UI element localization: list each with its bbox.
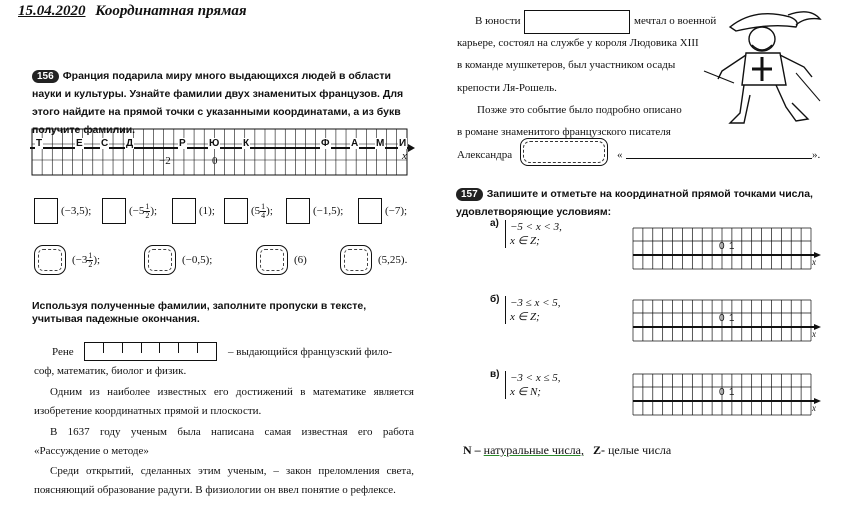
letter-cell[interactable]	[160, 343, 179, 353]
coordinate-label: (−3,5);	[61, 205, 92, 217]
answer-cell	[340, 245, 407, 275]
answer-cell	[286, 198, 343, 224]
answer-cell	[144, 245, 212, 275]
coordinate-label: (−3 $\frac{1}{2}$ );	[72, 250, 101, 269]
writer-name-wavy-box[interactable]	[520, 138, 608, 166]
letter-answer-box[interactable]	[34, 198, 58, 224]
coordinate-label: (−5 $\frac{1}{2}$ );	[129, 201, 158, 220]
number-line-letter: Т	[36, 138, 43, 149]
number-line-letter: А	[351, 138, 359, 149]
axis-x: x	[812, 257, 816, 267]
task-157-number-line-2[interactable]	[632, 299, 822, 343]
fill-instruction: Используя полученные фамилии, заполните пропуски в тексте, учитывая падежные окончания.	[32, 300, 367, 325]
story-l1a: В юности	[475, 15, 521, 27]
number-line-letter: К	[243, 138, 250, 149]
cond-b-system	[505, 296, 561, 324]
coordinate-label: (−0,5);	[182, 254, 213, 266]
letter-cell[interactable]	[104, 343, 123, 353]
axis-label-x: x	[402, 150, 407, 162]
tick-one: 1	[728, 241, 735, 252]
letter-answer-box[interactable]	[286, 198, 310, 224]
cond-c-label: в)	[490, 369, 500, 380]
note-z-text: целые числа	[608, 443, 672, 457]
number-line-letter: Р	[179, 138, 186, 149]
task-157-statement	[456, 184, 836, 220]
task-157-number-line-3[interactable]	[632, 373, 822, 417]
task-157-number-line-1[interactable]	[632, 227, 822, 271]
letter-answer-wavy-box[interactable]	[144, 245, 176, 275]
letter-answer-wavy-box[interactable]	[34, 245, 66, 275]
letter-answer-box[interactable]	[358, 198, 382, 224]
letter-answer-wavy-box[interactable]	[256, 245, 288, 275]
coordinate-label: (5,25).	[378, 254, 408, 266]
story-l5: Позже это событие было подробно описано	[477, 104, 682, 116]
axis-x: x	[812, 329, 816, 339]
story-l4: крепости Ля-Рошель.	[457, 82, 557, 94]
coordinate-label: (6)	[294, 254, 307, 266]
coordinate-label: (−1,5);	[313, 205, 344, 217]
task-number-157: 157	[456, 188, 483, 201]
number-line-letter: Ф	[321, 138, 330, 149]
cond-a-1: −5 < x < 3,	[510, 221, 562, 233]
paragraph-2: Одним из наиболее известных его достижений в математике является изобретение координатных прямой и плоскости.	[34, 386, 414, 417]
letter-cell[interactable]	[198, 343, 216, 353]
coordinate-label: (−7);	[385, 205, 408, 217]
cond-a-system	[505, 220, 562, 248]
answer-row-2	[34, 245, 424, 279]
letter-answer-box[interactable]	[172, 198, 196, 224]
answer-cell	[34, 245, 100, 275]
cond-b-label: б)	[490, 294, 500, 305]
name-input-box[interactable]	[524, 10, 630, 34]
page-header	[18, 3, 247, 20]
quote-close: ».	[812, 149, 821, 161]
tick-label-minus2: −2	[159, 155, 171, 167]
story-l1b: мечтал о военной	[634, 15, 717, 27]
story-l7: Александра	[457, 149, 513, 161]
number-line-letter: Ю	[209, 138, 220, 149]
para1-line2: соф, математик, биолог и физик.	[34, 365, 187, 377]
paragraph-3: В 1637 году ученым была написана самая известная его работа «Рассуждение о методе»	[34, 426, 414, 457]
tick-zero: 0	[719, 387, 725, 398]
answer-row-1	[34, 198, 424, 228]
answer-cell	[358, 198, 407, 224]
coordinate-label: (1);	[199, 205, 215, 217]
cond-b-1: −3 ≤ x < 5,	[510, 297, 561, 309]
coordinate-label: (5 $\frac{1}{4}$ );	[251, 201, 273, 220]
musketeer-illustration	[700, 5, 825, 130]
number-line-letter: С	[101, 138, 109, 149]
task-156-text: Франция подарила миру много выдающихся людей в области науки и культуры. Узнайте фамилии двух знаменитых французов. Для этого найдите на прямой точки с указанными координатами, а из букв получите фамилии.	[32, 70, 404, 136]
answer-cell	[34, 198, 91, 224]
tick-one: 1	[728, 313, 735, 324]
surname-input-descartes[interactable]	[84, 342, 217, 361]
answer-cell	[102, 198, 157, 224]
letter-cell[interactable]	[123, 343, 142, 353]
number-line-letter: Е	[76, 138, 83, 149]
letter-cell[interactable]	[85, 343, 104, 353]
number-line-letter: Д	[126, 138, 134, 149]
letter-answer-box[interactable]	[224, 198, 248, 224]
answer-cell	[172, 198, 215, 224]
story-l2: карьере, состоял на службе у короля Людовика XIII	[457, 37, 699, 49]
note-n: N –	[463, 443, 481, 457]
number-line-grid	[632, 299, 822, 343]
cond-c-2: x ∈ N;	[510, 386, 541, 398]
cond-c-1: −3 < x ≤ 5,	[510, 372, 561, 384]
notation-note	[463, 443, 671, 458]
axis-x: x	[812, 403, 816, 413]
task-number-156: 156	[32, 70, 59, 83]
cond-b-2: x ∈ Z;	[510, 311, 540, 323]
answer-cell	[224, 198, 273, 224]
note-n-text: натуральные числа,	[483, 443, 584, 457]
letter-cell[interactable]	[142, 343, 161, 353]
letter-cell[interactable]	[179, 343, 198, 353]
number-line-grid	[632, 373, 822, 417]
paragraph-4: Среди открытий, сделанных этим ученым, – закон преломления света, поясняющий образование радуги. В физиологии он ввел понятие о рефлексе.	[34, 465, 414, 496]
tick-one: 1	[728, 387, 735, 398]
story-l3: в команде мушкетеров, был участником осады	[457, 59, 676, 71]
number-line-letter: М	[376, 138, 385, 149]
note-z: Z-	[593, 443, 605, 457]
cond-a-2: x ∈ Z;	[510, 235, 540, 247]
number-line-grid	[632, 227, 822, 271]
number-line-letters	[30, 127, 415, 179]
quote-open: «	[617, 149, 623, 161]
header-date: 15.04.2020	[18, 3, 86, 19]
letter-answer-wavy-box[interactable]	[340, 245, 372, 275]
rene-label: Рене	[52, 346, 74, 358]
tick-zero: 0	[719, 313, 725, 324]
cond-a-label: а)	[490, 218, 499, 229]
story-l6: в романе знаменитого французского писателя	[457, 126, 671, 138]
letter-answer-box[interactable]	[102, 198, 126, 224]
number-line-letter: И	[399, 138, 407, 149]
tick-label-zero: 0	[212, 155, 218, 167]
novel-title-line[interactable]	[626, 158, 812, 159]
cond-c-system	[505, 371, 561, 399]
tick-zero: 0	[719, 241, 725, 252]
para1-end: – выдающийся французский фило-	[228, 346, 393, 358]
header-title: Координатная прямая	[95, 3, 247, 19]
task-157-text: Запишите и отметьте на координатной прямой точками числа, удовлетворяющие условиям:	[456, 188, 813, 218]
answer-cell	[256, 245, 307, 275]
